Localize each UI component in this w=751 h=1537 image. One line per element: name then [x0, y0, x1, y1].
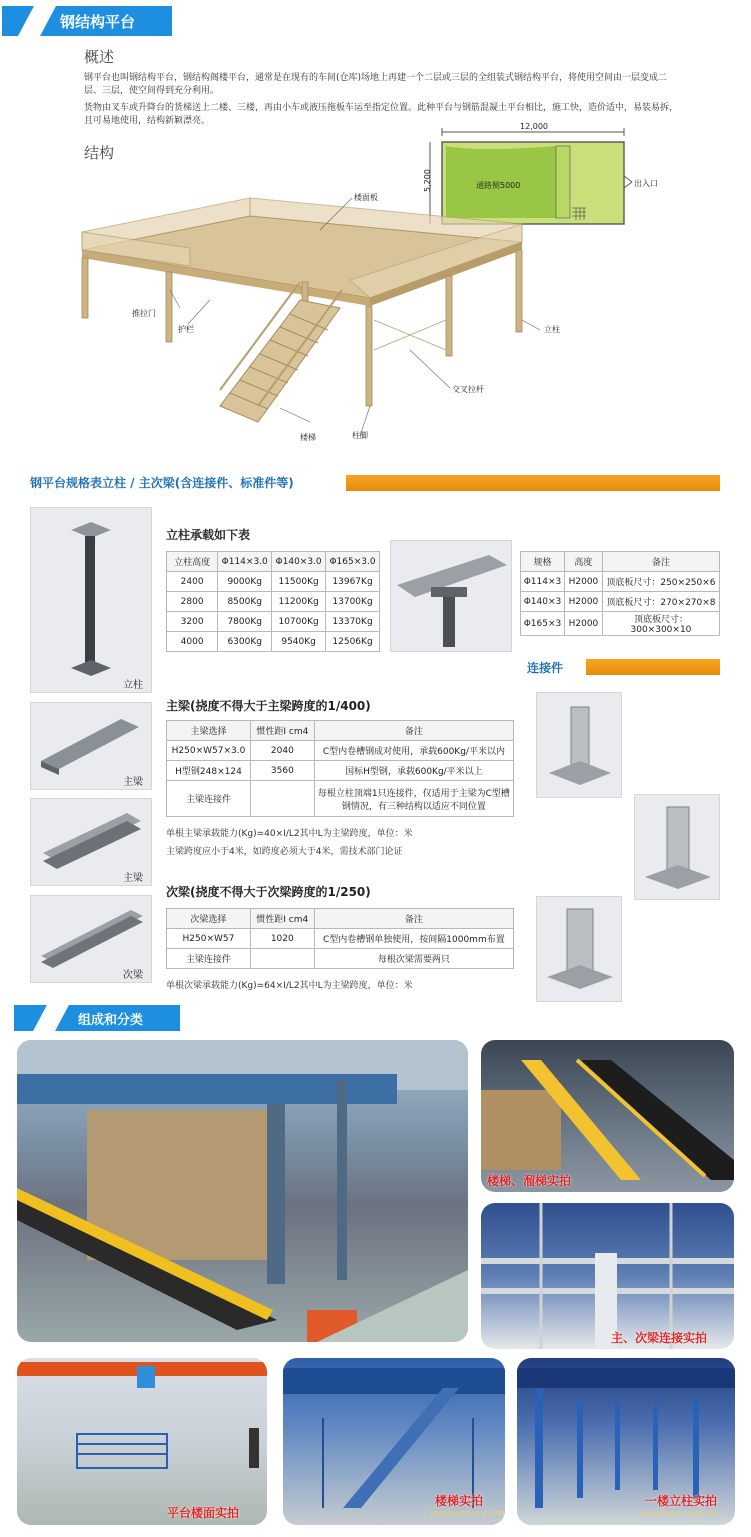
table-header-cell: 惯性距I cm4 [250, 909, 314, 929]
table-cell: 每根次梁需要两只 [314, 949, 513, 969]
main-beam-note-2: 主梁跨度应小于4米，如跨度必须大于4米，需技术部门论证 [166, 847, 403, 857]
table-header-cell: 立柱高度 [167, 552, 218, 572]
connector-image-2 [634, 794, 720, 900]
table-row [521, 572, 720, 592]
table-cell: 9540Kg [272, 632, 326, 652]
first-floor-columns-photo [517, 1358, 735, 1525]
table-row [521, 612, 720, 636]
table-row [167, 949, 514, 969]
table-row [521, 592, 720, 612]
secondary-beam-table [166, 908, 514, 969]
table-cell: C型内卷槽钢单独使用，按间隔1000mm布置 [314, 929, 513, 949]
table-cell: Φ165×3 [521, 612, 565, 636]
section-header-steel-platform [2, 6, 172, 36]
overview-paragraph-1: 钢平台也叫钢结构平台，钢结构阁楼平台，通常是在现有的车间(仓库)场地上再建一个二层或三层的全组装式钢结构平台，将使用空间由一层变成二层、三层，使空间得到充分利用。 [84, 73, 668, 96]
secondary-beam-note: 单根次梁承载能力(Kg)=64×I/L2其中L为主梁跨度，单位：米 [166, 981, 413, 991]
table-row [167, 612, 380, 632]
label-column: 立柱 [544, 325, 560, 334]
stairs-photo-date: 2013/04/25 12:40 PM [429, 1510, 505, 1518]
table-cell: 1020 [250, 929, 314, 949]
label-guardrail: 护栏 [178, 325, 194, 334]
spec-heading-bar [346, 475, 720, 491]
table-cell: H250×W57 [167, 929, 251, 949]
table-cell: 4000 [167, 632, 218, 652]
main-beam-image-2-label: 主梁 [123, 873, 143, 884]
table-cell: 顶底板尺寸：300×300×10 [602, 612, 719, 636]
table-cell: 13370Kg [326, 612, 380, 632]
plan-depth-label: 5,200 [422, 169, 432, 192]
table-header-cell: 惯性距I cm4 [250, 721, 314, 741]
structure-title: 结构 [84, 144, 115, 162]
main-beam-note-1: 单根主梁承载能力(Kg)=40×I/L2其中L为主梁跨度，单位：米 [166, 829, 413, 839]
table-cell: 9000Kg [218, 572, 272, 592]
column-table-title: 立柱承载如下表 [166, 528, 251, 542]
table-cell: 8500Kg [218, 592, 272, 612]
column-image-label: 立柱 [123, 680, 143, 691]
table-cell: H型钢248×124 [167, 761, 251, 781]
table-cell: 12506Kg [326, 632, 380, 652]
main-beam-table [166, 720, 514, 817]
table-header-cell: 备注 [314, 909, 513, 929]
composition-title: 组成和分类 [78, 1012, 144, 1028]
label-sliding-door: 推拉门 [132, 309, 156, 318]
table-cell: Φ114×3 [521, 572, 565, 592]
table-cell: 顶底板尺寸：250×250×6 [602, 572, 719, 592]
connector-heading-bar [586, 659, 720, 675]
table-cell [250, 781, 314, 817]
first-floor-columns-photo-date: 2013/04/25 12:41 PM [641, 1510, 717, 1518]
warehouse-photo-main [17, 1040, 468, 1342]
table-cell: 顶底板尺寸：270×270×8 [602, 592, 719, 612]
main-beam-image [30, 702, 152, 790]
secondary-beam-image-label: 次梁 [123, 970, 143, 981]
table-cell: 3560 [250, 761, 314, 781]
table-header-cell: 次梁选择 [167, 909, 251, 929]
table-cell: 2400 [167, 572, 218, 592]
section-header-composition [14, 1005, 180, 1031]
platform-structure-diagram [70, 190, 610, 460]
secondary-beam-image [30, 895, 152, 983]
table-cell: 11500Kg [272, 572, 326, 592]
table-cell [250, 949, 314, 969]
table-cell: Φ140×3 [521, 592, 565, 612]
table-header-cell: 主梁选择 [167, 721, 251, 741]
stairs-photo-label: 楼梯实拍 [435, 1494, 484, 1508]
label-deck: 楼面板 [354, 193, 378, 202]
table-cell: 3200 [167, 612, 218, 632]
table-cell: 13700Kg [326, 592, 380, 612]
connector-image-1 [536, 692, 622, 798]
column-image [30, 507, 152, 693]
spec-heading: 钢平台规格表立柱 / 主次梁(含连接件、标准件等) [30, 476, 294, 490]
table-header-row [167, 552, 380, 572]
table-row [167, 781, 514, 817]
main-beam-image-label: 主梁 [123, 777, 143, 788]
table-cell: 主梁连接件 [167, 781, 251, 817]
table-cell: 国标H型钢，承载600Kg/平米以上 [314, 761, 513, 781]
table-header-row [167, 909, 514, 929]
table-header-row [167, 721, 514, 741]
table-header-row [521, 552, 720, 572]
plan-aisle-label: 通路侧5000 [476, 181, 521, 190]
table-cell: 7800Kg [218, 612, 272, 632]
table-cell: 主梁连接件 [167, 949, 251, 969]
table-cell: 每根立柱顶端1只连接件，仅适用于主梁为C型槽钢情况，有三种结构以适应不同位置 [314, 781, 513, 817]
table-header-cell: Φ140×3.0 [272, 552, 326, 572]
table-row [167, 572, 380, 592]
plan-width-label: 12,000 [520, 122, 548, 131]
table-header-cell: 备注 [602, 552, 719, 572]
overview-title: 概述 [84, 48, 115, 66]
column-spec-table [520, 551, 720, 636]
stairs-photo [283, 1358, 505, 1525]
table-row [167, 741, 514, 761]
table-row [167, 929, 514, 949]
beam-connection-photo-label: 主、次梁连接实拍 [611, 1331, 708, 1345]
first-floor-columns-photo-label: 一楼立柱实拍 [645, 1494, 718, 1508]
table-header-cell: 高度 [564, 552, 602, 572]
table-cell: H2000 [564, 612, 602, 636]
table-cell: 2800 [167, 592, 218, 612]
main-beam-image-2 [30, 798, 152, 886]
table-row [167, 632, 380, 652]
table-header-cell: 备注 [314, 721, 513, 741]
table-cell: H2000 [564, 592, 602, 612]
table-header-cell: Φ165×3.0 [326, 552, 380, 572]
label-bracing: 交叉拉杆 [452, 385, 484, 394]
column-capacity-table [166, 551, 380, 652]
table-cell: 6300Kg [218, 632, 272, 652]
label-column-foot: 柱脚 [352, 431, 368, 440]
table-cell: 11200Kg [272, 592, 326, 612]
table-header-cell: Φ114×3.0 [218, 552, 272, 572]
platform-floor-photo [17, 1358, 267, 1525]
stairs-slide-photo-label: 楼梯、溜梯实拍 [487, 1174, 572, 1188]
connector-heading: 连接件 [527, 661, 564, 675]
table-cell: 2040 [250, 741, 314, 761]
table-cell: H250×W57×3.0 [167, 741, 251, 761]
table-cell: H2000 [564, 572, 602, 592]
column-joint-image [390, 540, 512, 652]
table-row [167, 761, 514, 781]
table-row [167, 592, 380, 612]
secondary-beam-title: 次梁(挠度不得大于次梁跨度的1/250) [166, 885, 371, 899]
connector-image-3 [536, 896, 622, 1002]
main-beam-title: 主梁(挠度不得大于主梁跨度的1/400) [166, 699, 371, 713]
table-header-cell: 规格 [521, 552, 565, 572]
table-cell: C型内卷槽钢成对使用，承载600Kg/平米以内 [314, 741, 513, 761]
plan-exit-label: 出入口 [634, 179, 658, 188]
platform-floor-photo-label: 平台楼面实拍 [167, 1506, 240, 1520]
overview-paragraph-2: 货物由叉车或升降台的货梯送上二楼、三楼，再由小车或液压拖板车运至指定位置。此种平台与钢筋混凝土平台相比，施工快，造价适中，易装易拆，且可易地使用，结构新颖漂亮。 [84, 103, 679, 126]
table-cell: 13967Kg [326, 572, 380, 592]
table-cell: 10700Kg [272, 612, 326, 632]
stairs-slide-photo [481, 1040, 734, 1192]
page-title: 钢结构平台 [60, 12, 136, 31]
label-stairs: 楼梯 [300, 433, 316, 442]
beam-connection-photo [481, 1203, 734, 1349]
